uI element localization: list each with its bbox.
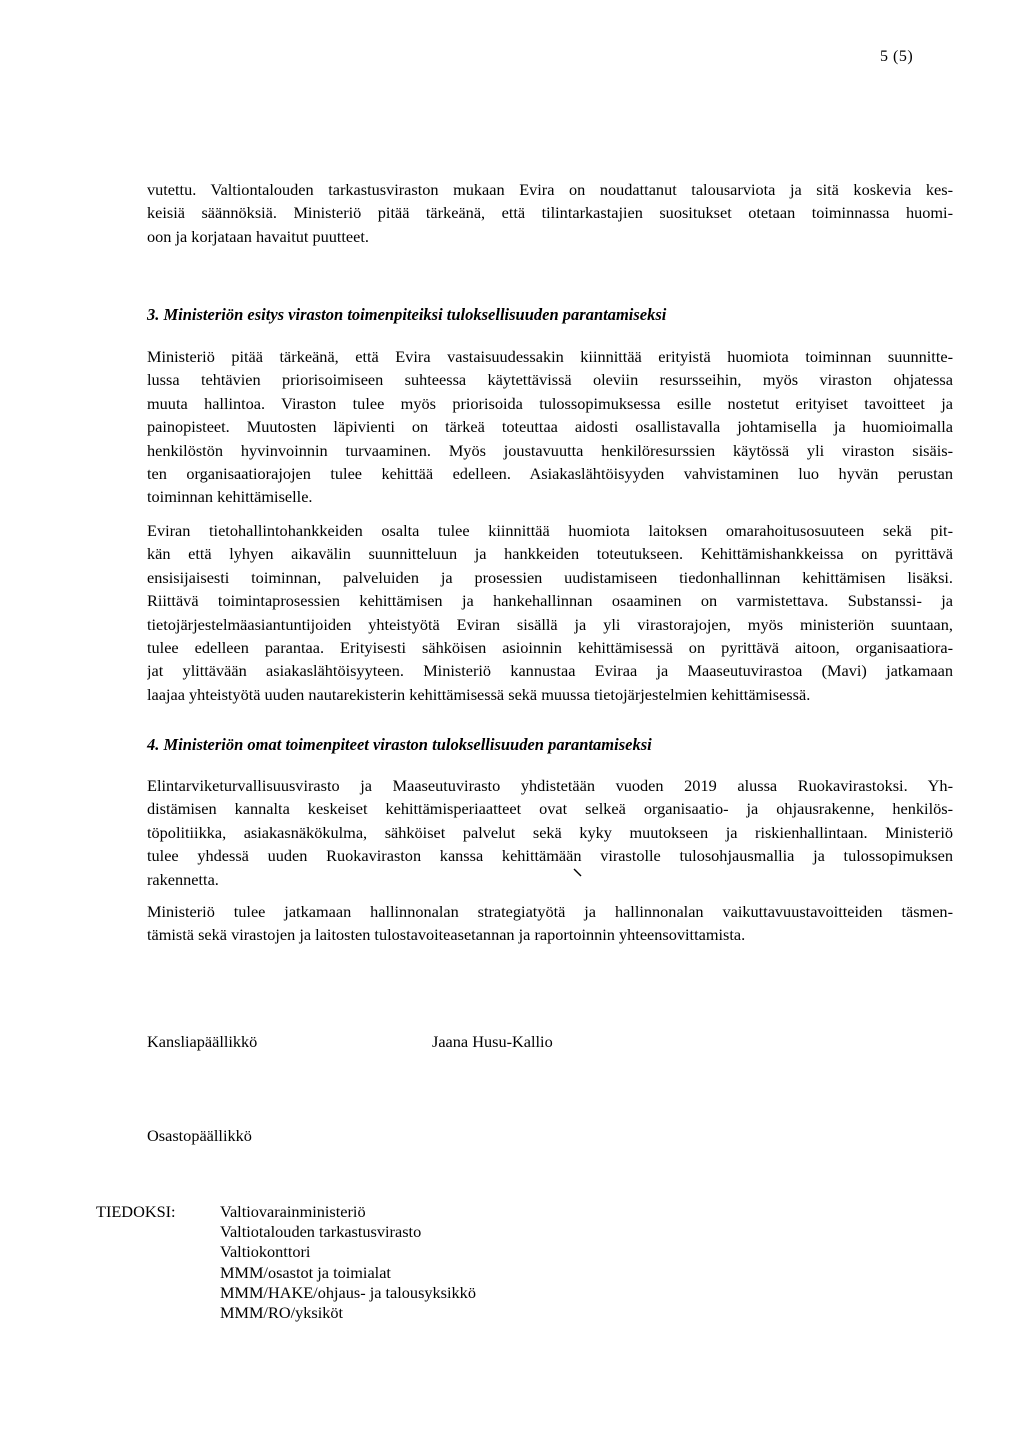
text-line: jat ylittävään asiakaslähtöisyyteen. Ministeriö kannustaa Eviraa ja Maaseutuvirastoa (Mavi) jatkamaan	[147, 661, 953, 681]
section-4-paragraph-2	[147, 900, 953, 947]
distribution-label: TIEDOKSI:	[96, 1202, 176, 1221]
distribution-recipient: Valtiokonttori	[220, 1242, 311, 1262]
text-line: tulee edelleen parantaa. Erityisesti sähköisen asioinnin kehittämisessä on pyrittävä aitoon, organisaatiora-	[147, 638, 953, 658]
distribution-recipient: MMM/HAKE/ohjaus- ja talousyksikkö	[220, 1282, 476, 1302]
page-number: 5 (5)	[880, 48, 914, 65]
distribution-recipient: MMM/osastot ja toimialat	[220, 1262, 391, 1282]
text-line: tämistä sekä virastojen ja laitosten tulostavoiteasetannan ja raportoinnin yhteensovittamista.	[147, 925, 746, 945]
intro-paragraph	[147, 178, 953, 248]
section-4-heading: 4. Ministeriön omat toimenpiteet viraston tuloksellisuuden parantamiseksi	[147, 735, 652, 754]
text-line: kän että lyhyen aikavälin suunnitteluun ja hankkeiden toteutukseen. Kehittämishankkeissa on pyrittävä	[147, 544, 953, 564]
text-line: tietojärjestelmäasiantuntijoiden yhteistyötä Eviran sisällä ja yli virastorajojen, myös ministeriön suuntaan,	[147, 614, 953, 634]
text-line: tulee yhdessä uuden Ruokaviraston kanssa kehittämään virastolle tulosohjausmallia ja tulossopimuksen	[147, 846, 953, 866]
text-line: Eviran tietohallintohankkeiden osalta tulee kiinnittää huomiota laitoksen omarahoitusosuuteen sekä pit-	[147, 521, 953, 540]
text-line: Ministeriö tulee jatkamaan hallinnonalan strategiatyötä ja hallinnonalan vaikuttavuustavoitteiden täsmen-	[147, 902, 953, 921]
text-line: Ministeriö pitää tärkeänä, että Evira vastaisuudessakin kiinnittää erityistä huomiota toiminnan suunnitte-	[147, 347, 953, 366]
text-line: Riittävä toimintaprosessien kehittämisen ja hankehallinnan osaaminen on varmistettava. Substanssi- ja	[147, 591, 953, 611]
text-line: keisiä säännöksiä. Ministeriö pitää tärkeänä, että tilintarkastajien suositukset otetaan toiminnassa huomi-	[147, 203, 953, 223]
text-line: laajaa yhteistyötä uuden nautarekisterin kehittämisessä sekä muussa tietojärjestelmien kehittämisessä.	[147, 684, 811, 704]
section-3-paragraph-2	[147, 519, 953, 706]
text-line: rakennetta.	[147, 869, 219, 889]
text-line: painopisteet. Muutosten läpivienti on tärkeä toteuttaa aidosti osallistavalla johtamisella ja huomioimalla	[147, 417, 953, 437]
text-line: oon ja korjataan havaitut puutteet.	[147, 226, 369, 246]
stray-mark-icon	[573, 868, 583, 878]
signature-title-osastopaallikko: Osastopäällikkö	[147, 1126, 252, 1145]
section-3-paragraph-1	[147, 345, 953, 509]
text-line: henkilöstön hyvinvoinnin turvaaminen. Myös joustavuutta henkilöresurssien käytössä yli viraston sisäis-	[147, 440, 953, 460]
section-4-paragraph-1	[147, 774, 953, 891]
distribution-recipient: Valtiovarainministeriö	[220, 1202, 366, 1221]
signature-title-kansliapaallikko: Kansliapäällikkö	[147, 1032, 258, 1051]
text-line: lussa tehtävien priorisoimiseen suhteessa käytettävissä oleviin resursseihin, myös viraston ohjatessa	[147, 370, 953, 390]
text-line: toiminnan kehittämiselle.	[147, 487, 313, 507]
distribution-recipient: Valtiotalouden tarkastusvirasto	[220, 1222, 422, 1242]
text-line: ten organisaatiorajojen tulee kehittää edelleen. Asiakaslähtöisyyden vahvistaminen luo hyvän perustan	[147, 464, 953, 484]
text-line: Elintarviketurvallisuusvirasto ja Maaseutuvirasto yhdistetään vuoden 2019 alussa Ruokavirastoksi. Yh-	[147, 776, 953, 795]
text-line: muuta hallintoa. Viraston tulee myös priorisoida tulossopimuksessa esille nostetut erityiset tavoitteet ja	[147, 393, 953, 413]
section-3-heading: 3. Ministeriön esitys viraston toimenpiteiksi tuloksellisuuden parantamiseksi	[147, 305, 667, 324]
distribution-list	[220, 1202, 476, 1323]
text-line: ensisijaisesti toiminnan, palveluiden ja prosessien uudistamiseen tiedonhallinnan kehittämisen lisäksi.	[147, 567, 953, 587]
signature-name: Jaana Husu-Kallio	[432, 1032, 553, 1051]
text-line: töpolitiikka, asiakasnäkökulma, sähköiset palvelut sekä kyky muutokseen ja riskienhallintaan. Ministeriö	[147, 822, 953, 842]
text-line: distämisen kannalta keskeiset kehittämisperiaatteet ovat selkeä organisaatio- ja ohjausrakenne, henkilös-	[147, 799, 953, 819]
text-line: vutettu. Valtiontalouden tarkastusviraston mukaan Evira on noudattanut talousarviota ja sitä koskevia kes-	[147, 180, 953, 199]
distribution-recipient: MMM/RO/yksiköt	[220, 1303, 344, 1323]
